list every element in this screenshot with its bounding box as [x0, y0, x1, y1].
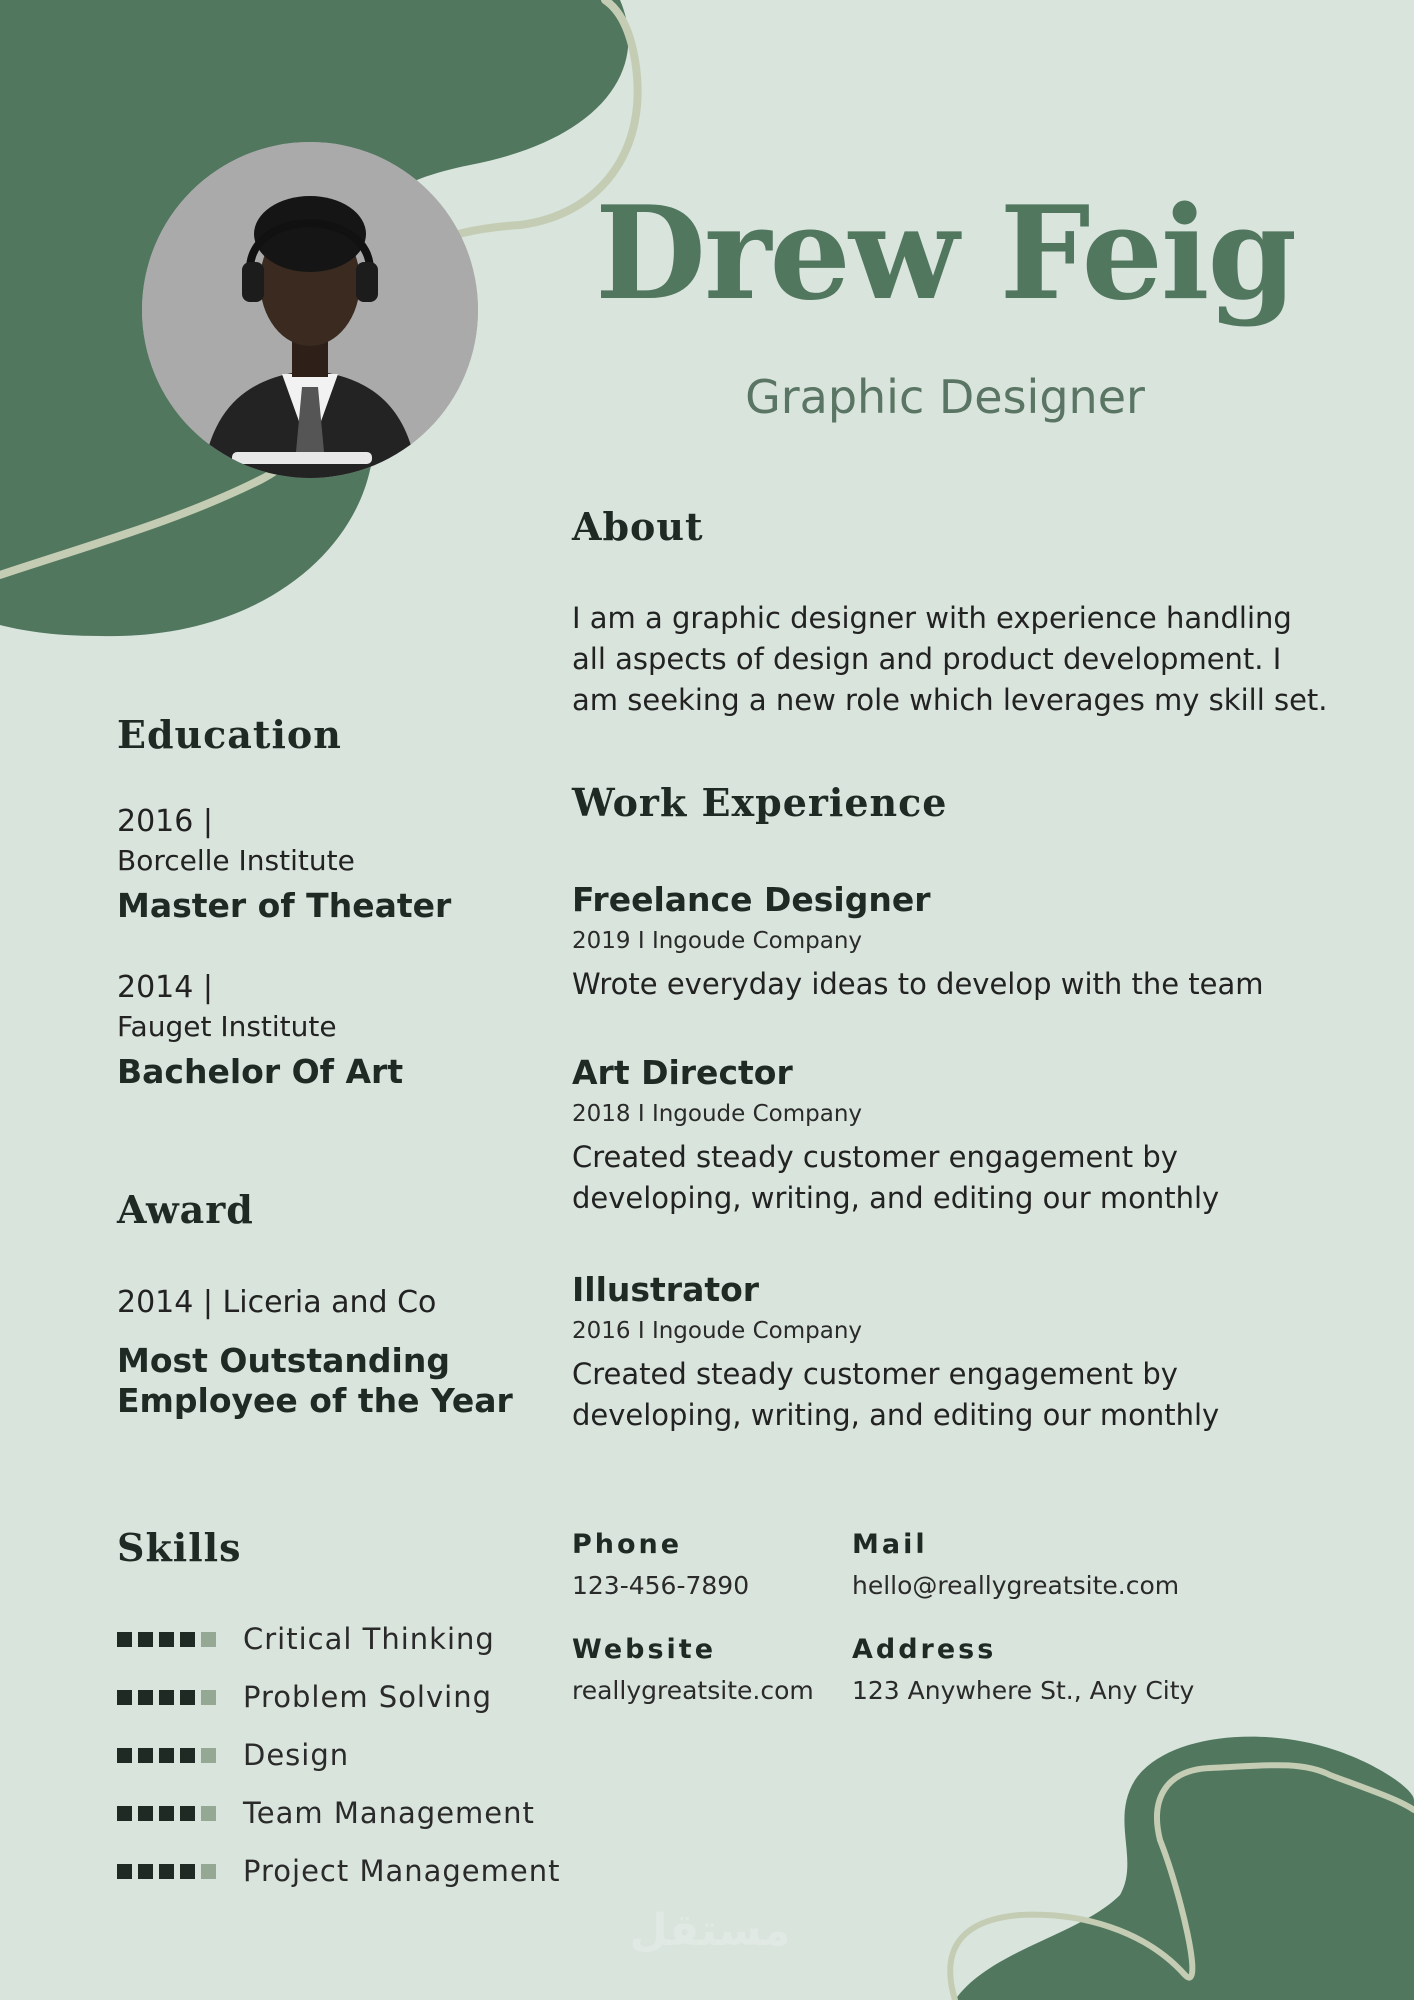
education-institute: Fauget Institute: [117, 1010, 337, 1043]
award-title: Award: [117, 1187, 254, 1232]
skill-dot-filled: [117, 1690, 132, 1705]
skill-dot-empty: [201, 1690, 216, 1705]
address-value: 123 Anywhere St., Any City: [852, 1676, 1195, 1705]
skill-dot-empty: [201, 1806, 216, 1821]
skill-name: Team Management: [243, 1796, 535, 1830]
skill-dot-filled: [117, 1806, 132, 1821]
job-meta: 2016 I Ingoude Company: [572, 1318, 863, 1344]
job-description: Wrote everyday ideas to develop with the team: [572, 967, 1264, 1001]
education-degree: Bachelor Of Art: [117, 1052, 404, 1091]
skill-dot-filled: [159, 1690, 174, 1705]
skill-level: [117, 1748, 223, 1763]
profile-photo: [142, 142, 478, 478]
skill-item: [117, 1668, 577, 1726]
watermark: مستقل: [629, 1905, 791, 1956]
award-item: [117, 1283, 517, 1421]
phone-label: Phone: [572, 1529, 683, 1560]
job-description: Created steady customer engagement by developing, writing, and editing our monthly: [572, 1140, 1220, 1215]
job-title: Art Director: [572, 1053, 793, 1092]
job-title: Illustrator: [572, 1270, 760, 1309]
skill-dot-empty: [201, 1632, 216, 1647]
work-item: [572, 1053, 1292, 1219]
skill-dot-filled: [180, 1864, 195, 1879]
contact-phone: [572, 1528, 832, 1602]
job-description: Created steady customer engagement by developing, writing, and editing our monthly: [572, 1357, 1220, 1432]
skill-dot-filled: [117, 1864, 132, 1879]
skill-dot-filled: [180, 1748, 195, 1763]
mail-label: Mail: [852, 1529, 928, 1560]
job-meta: 2019 I Ingoude Company: [572, 928, 863, 954]
about-text: I am a graphic designer with experience handling all aspects of design and product development. I am seeking a new role which leverages my skill set.: [572, 601, 1328, 717]
education-year: 2016 |: [117, 804, 213, 839]
skill-dot-filled: [159, 1806, 174, 1821]
job-meta: 2018 I Ingoude Company: [572, 1101, 863, 1127]
work-item: [572, 880, 1352, 1005]
award-year: 2014 | Liceria and Co: [117, 1285, 437, 1320]
skill-dot-filled: [117, 1632, 132, 1647]
skill-dot-filled: [159, 1864, 174, 1879]
skill-dot-filled: [117, 1748, 132, 1763]
skill-dot-filled: [138, 1748, 153, 1763]
work-title: Work Experience: [572, 780, 948, 825]
skill-level: [117, 1632, 223, 1647]
skill-dot-filled: [138, 1864, 153, 1879]
mail-value[interactable]: hello@reallygreatsite.com: [852, 1571, 1180, 1600]
contact-address: [852, 1633, 1272, 1707]
skill-name: Design: [243, 1738, 350, 1772]
person-portrait: [142, 142, 478, 478]
skill-name: Project Management: [243, 1854, 561, 1888]
address-label: Address: [852, 1634, 997, 1665]
about-title: About: [572, 504, 704, 549]
education-title: Education: [117, 712, 342, 757]
job-title: Freelance Designer: [572, 880, 931, 919]
skills-title: Skills: [117, 1525, 242, 1570]
website-label: Website: [572, 1634, 717, 1665]
education-item: [117, 802, 537, 926]
skill-dot-empty: [201, 1864, 216, 1879]
skill-dot-empty: [201, 1748, 216, 1763]
job-role: Graphic Designer: [745, 370, 1145, 424]
skill-item: [117, 1726, 577, 1784]
education-item: [117, 968, 537, 1092]
skill-name: Problem Solving: [243, 1680, 492, 1714]
skill-dot-filled: [180, 1690, 195, 1705]
skill-level: [117, 1806, 223, 1821]
skill-item: [117, 1610, 577, 1668]
skill-item: [117, 1784, 577, 1842]
contact-mail: [852, 1528, 1272, 1602]
skill-item: [117, 1842, 577, 1900]
website-value[interactable]: reallygreatsite.com: [572, 1676, 814, 1705]
skill-level: [117, 1690, 223, 1705]
skill-dot-filled: [138, 1632, 153, 1647]
phone-value[interactable]: 123-456-7890: [572, 1571, 750, 1600]
skills-list: [117, 1610, 577, 1900]
award-name: Most Outstanding Employee of the Year: [117, 1341, 513, 1420]
skill-level: [117, 1864, 223, 1879]
skill-dot-filled: [180, 1806, 195, 1821]
work-item: [572, 1270, 1292, 1436]
education-degree: Master of Theater: [117, 886, 452, 925]
skill-dot-filled: [180, 1632, 195, 1647]
skill-dot-filled: [138, 1806, 153, 1821]
skill-dot-filled: [159, 1748, 174, 1763]
contact-website: [572, 1633, 842, 1707]
skill-dot-filled: [159, 1632, 174, 1647]
education-year: 2014 |: [117, 970, 213, 1005]
education-institute: Borcelle Institute: [117, 844, 355, 877]
person-name: Drew Feig: [594, 179, 1296, 329]
skill-name: Critical Thinking: [243, 1622, 495, 1656]
skill-dot-filled: [138, 1690, 153, 1705]
